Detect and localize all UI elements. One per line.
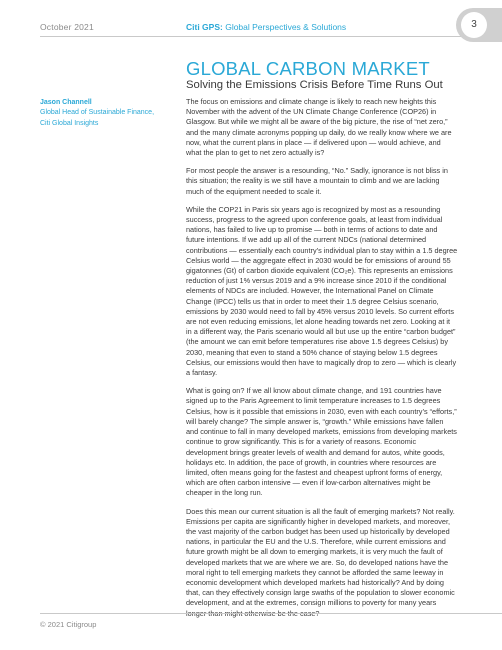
body-paragraph: Does this mean our current situation is all the fault of emerging markets? Not really. Emissions per capita are significantly higher in developed markets, and moreover, the vast majority of the carbon budget has been used up historically by developed nations, in particular the EU and the U.S. Therefore, while current emissions and future growth might be all down to emerging markets, it is very much the fault of developed markets that we are where we are. So, do developed nations have the moral right to tell emerging markets they cannot be afforded the same leeway in economic development which developed markets had historically? And by doing that, can they effectively consign large swaths of the population to slower economic development, and at the extremes, consign millions to poverty for many years longer than might otherwise be the case?	[186, 506, 455, 618]
series-brand: Citi GPS:	[186, 22, 223, 32]
author-block	[40, 98, 180, 129]
article-subtitle: Solving the Emissions Crisis Before Time Runs Out	[186, 79, 443, 91]
footer-divider	[40, 613, 502, 614]
body-paragraph: The focus on emissions and climate change is likely to reach new heights this November with the advent of the UN Climate Change Conference (COP26) in Glasgow. But while we might all be aware of the big picture, the rise of “net zero,” and the many climate acronyms popping up daily, do we really know where we are now, what the current plans in place — if delivered upon — would achieve, and what the plan to get to net zero actually is?	[186, 97, 452, 158]
page-number: 3	[461, 12, 487, 38]
body-paragraph: For most people the answer is a resounding, “No.” Sadly, ignorance is not bliss in this situation; the reality is we still have a mountain to climb and we are lacking much of the equipment needed to scale it.	[186, 166, 448, 196]
footer-copyright: © 2021 Citigroup	[40, 620, 97, 629]
article-title: GLOBAL CARBON MARKET	[186, 58, 430, 79]
header-series-title	[186, 22, 346, 32]
body-paragraph: What is going on? If we all know about climate change, and 191 countries have signed up to the Paris Agreement to limit temperature increases to 1.5 degrees Celsius, how is it possible that emissions in 2030, even with each country’s “efforts,” will barely change? The simple answer is, “growth.” While emissions have fallen and continue to fall in many developed markets, emissions from developing markets continue to grow significantly. This is for a variety of reasons. Economic development brings greater levels of wealth and demand for autos, white goods, holidays etc. In addition, the pace of growth, in countries where resources are limited, often means going for the fastest and cheapest upfront forms of energy, which are often carbon intensive — even if low-carbon alternatives might be cheaper in the long run.	[186, 386, 457, 498]
header-date: October 2021	[40, 22, 94, 32]
series-name: Global Perspectives & Solutions	[222, 22, 347, 32]
author-role: Global Head of Sustainable Finance,	[40, 109, 155, 117]
body-paragraph: While the COP21 in Paris six years ago is recognized by most as a resounding success, progress to the agreed upon conference goals, at least from individual nations, has failed to live up to promise — both in terms of actions to date and future intentions. If we add up all of the current NDCs (national determined contributions — essentially each country’s individual plan to stay within a 1.5 degree Celsius world — the aggregate effect in 2030 would be for emissions of around 55 gigatonnes (Gt) of carbon dioxide equivalent (CO₂e). This represents an emissions reduction of just 1% versus 2019 and a 9% increase since 2010 if the conditional elements of NDCs are included. However, the International Panel on Climate Change (IPCC) tells us that in order to meet their 1.5 degree Celsius scenario, emissions by 2030 would need to fall by 45% versus 2010 levels. So current efforts are not even reducing emissions, let alone heading towards net zero. Looking at it in a different way, the Paris scenario would all but use up the entire “carbon budget” (the amount we can emit before temperatures rise above 1.5 degrees Celsius) by 2030, meaning that even to stand a 50% chance of staying below 1.5 degrees Celsius, our emissions would then have to magically drop to zero — which is clearly a fantasy.	[186, 204, 458, 378]
page-header	[0, 0, 502, 44]
article-body	[186, 97, 467, 627]
author-name: Jason Channell	[40, 99, 92, 106]
header-divider	[40, 36, 502, 37]
author-organization: Citi Global Insights	[40, 119, 99, 127]
